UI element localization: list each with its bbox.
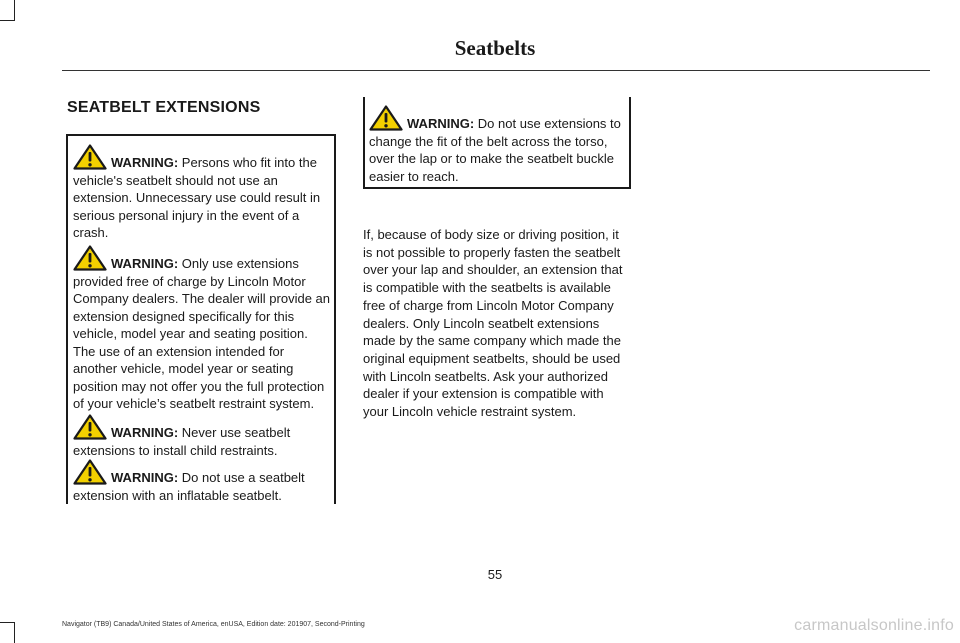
crop-mark-bottom-left: [0, 622, 15, 643]
warning-item: [369, 105, 627, 185]
warning-text: Persons who fit into the vehicle's seatbelt should not use an extension. Unnecessary use could result in serious personal injury in the event of a crash.: [73, 155, 321, 240]
warning-label: WARNING:: [111, 425, 179, 440]
warning-label: WARNING:: [111, 256, 179, 271]
warning-item: [73, 414, 331, 459]
header-divider: [62, 70, 930, 71]
warning-triangle-icon: [73, 459, 107, 485]
warning-item: [73, 459, 331, 504]
warning-triangle-icon: [73, 144, 107, 170]
crop-mark-top-left: [0, 0, 15, 21]
warnings-box-right: [363, 97, 631, 189]
footer-edition-text: Navigator (TB9) Canada/United States of America, enUSA, Edition date: 201907, Second-Printing: [62, 621, 365, 628]
body-paragraph: If, because of body size or driving position, it is not possible to properly fasten the seatbelt over your lap and shoulder, an extension that is compatible with the seatbelts is available free of charge from Lincoln Motor Company dealers. Only Lincoln seatbelt extensions made by the same company which made the original equipment seatbelts, should be used with Lincoln seatbelts. Ask your authorized dealer if your extension is compatible with your Lincoln vehicle restraint system.: [363, 227, 623, 420]
warning-label: WARNING:: [111, 155, 179, 170]
warning-label: WARNING:: [111, 470, 179, 485]
warnings-box-left: [66, 134, 336, 504]
warning-text: Never use seatbelt extensions to install child restraints.: [73, 425, 291, 458]
warning-triangle-icon: [73, 245, 107, 271]
warning-text: Only use extensions provided free of charge by Lincoln Motor Company dealers. The dealer will provide an extension designed specifically for this vehicle, model year and seating position. The use of an extension intended for another vehicle, model year or seating position may not offer you the full protection of your vehicle’s seatbelt restraint system.: [73, 256, 331, 411]
warning-text: Do not use a seatbelt extension with an inflatable seatbelt.: [73, 470, 305, 503]
section-heading: SEATBELT EXTENSIONS: [67, 99, 261, 116]
warning-triangle-icon: [369, 105, 403, 131]
page-number: 55: [487, 567, 503, 582]
page-header-title: Seatbelts: [454, 36, 536, 60]
warning-item: [73, 245, 331, 413]
watermark: carmanualsonline.info: [794, 617, 954, 634]
warning-text: Do not use extensions to change the fit of the belt across the torso, over the lap or to make the seatbelt buckle easier to reach.: [369, 116, 621, 184]
warning-triangle-icon: [73, 414, 107, 440]
warning-item: [73, 144, 331, 242]
warning-label: WARNING:: [407, 116, 475, 131]
